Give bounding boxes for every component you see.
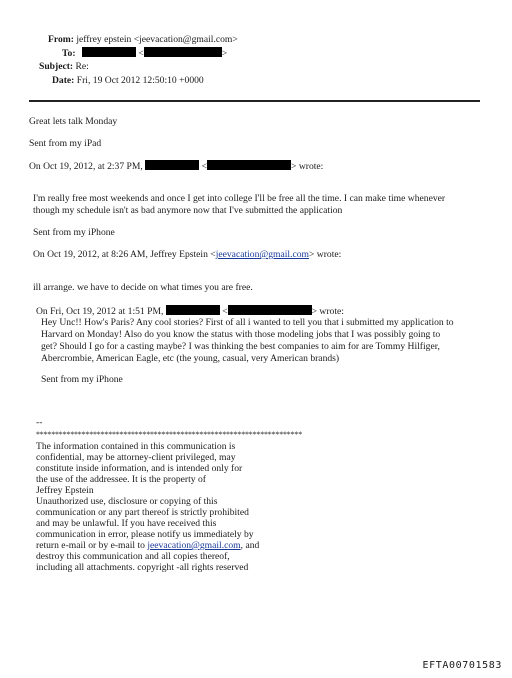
disclaimer-email-prefix: return e-mail or by e-mail to: [36, 540, 148, 551]
disclaimer-line-10: [36, 540, 259, 551]
redaction-block: [145, 160, 199, 170]
signature-iphone-1: Sent from my iPhone: [33, 227, 115, 238]
inner-line-1: Hey Unc!! How's Paris? Any cool stories? First of all i wanted to tell you that i submitted my application to: [41, 317, 454, 328]
quote3-prefix: On Fri, Oct 19, 2012 at 1:51 PM,: [36, 306, 164, 317]
stars-divider: **********************************************************************: [36, 430, 303, 439]
disclaimer-line-9: communication in error, please notify us immediately by: [36, 529, 254, 540]
subject-value: Re:: [75, 61, 89, 72]
inner-line-2: Harvard on Monday! Also do you know the status with those modeling jobs that I was possibly going to: [41, 329, 441, 340]
inner-line-3: get? Should I go for a casting maybe? I was thinking the best companies to aim for are Tommy Hilfiger,: [41, 341, 440, 352]
from-label: From:: [48, 34, 74, 45]
quote2-suffix: > wrote:: [308, 249, 342, 260]
signature-dashes: --: [36, 417, 43, 428]
to-gt: >: [221, 48, 228, 59]
reply-line: Great lets talk Monday: [29, 116, 118, 127]
subject-row: [39, 61, 89, 72]
to-label: To:: [62, 48, 76, 59]
redaction-block: [144, 47, 222, 57]
disclaimer-line-4: the use of the addressee. It is the property of: [36, 474, 206, 485]
quote1-lt: <: [201, 161, 208, 172]
disclaimer-line-6: Unauthorized use, disclosure or copying of this: [36, 496, 218, 507]
date-value: Fri, 19 Oct 2012 12:50:10 +0000: [76, 75, 204, 86]
para1-line1: I'm really free most weekends and once I get into college I'll be free all the time. I can make time whenever: [33, 193, 446, 204]
quote2-prefix: On Oct 19, 2012, at 8:26 AM, Jeffrey Epstein <: [33, 249, 216, 260]
disclaimer-line-2: confidential, may be attorney-client privileged, may: [36, 452, 236, 463]
disclaimer-line-8: and may be unlawful. If you have received this: [36, 518, 217, 529]
disclaimer-line-1: The information contained in this communication is: [36, 441, 236, 452]
redaction-block: [228, 305, 312, 315]
para1-line2: though my schedule isn't as bad anymore now that I've submitted the application: [33, 205, 343, 216]
quote3-suffix: > wrote:: [311, 306, 344, 317]
header-divider: [29, 100, 480, 102]
disclaimer-line-12: including all attachments. copyright -all rights reserved: [36, 562, 249, 573]
document-id: EFTA00701583: [422, 660, 502, 671]
quote3-lt: <: [222, 306, 228, 317]
disclaimer-email-suffix: , and: [240, 540, 260, 551]
redaction-block: [207, 160, 291, 170]
disclaimer-line-5: Jeffrey Epstein: [36, 485, 94, 496]
email-link[interactable]: jeevacation@gmail.com: [215, 249, 309, 260]
arrange-line: ill arrange. we have to decide on what times you are free.: [33, 282, 253, 293]
redaction-block: [166, 305, 220, 315]
disclaimer-line-7: communication or any part thereof is strictly prohibited: [36, 507, 249, 518]
from-row: [48, 34, 238, 45]
disclaimer-line-11: destroy this communication and all copies thereof,: [36, 551, 230, 562]
disclaimer-email-link[interactable]: jeevacation@gmail.com: [147, 540, 241, 551]
quote2-attribution: [33, 249, 341, 260]
to-row: [62, 47, 227, 59]
from-value: jeffrey epstein <jeevacation@gmail.com>: [76, 34, 238, 45]
quote3-attribution: [36, 305, 344, 317]
redaction-block: [82, 47, 136, 57]
to-lt: <: [138, 48, 144, 59]
quote1-attribution: [29, 160, 323, 172]
date-row: [52, 75, 204, 86]
subject-label: Subject:: [39, 61, 74, 72]
date-label: Date:: [52, 75, 75, 86]
quote1-suffix: > wrote:: [291, 161, 324, 172]
signature-iphone-2: Sent from my iPhone: [41, 374, 123, 385]
disclaimer-line-3: constitute inside information, and is intended only for: [36, 463, 243, 474]
quote1-prefix: On Oct 19, 2012, at 2:37 PM,: [29, 161, 143, 172]
inner-line-4: Abercrombie, American Eagle, etc (the young, casual, very American brands): [41, 353, 340, 364]
signature-ipad: Sent from my iPad: [29, 138, 102, 149]
